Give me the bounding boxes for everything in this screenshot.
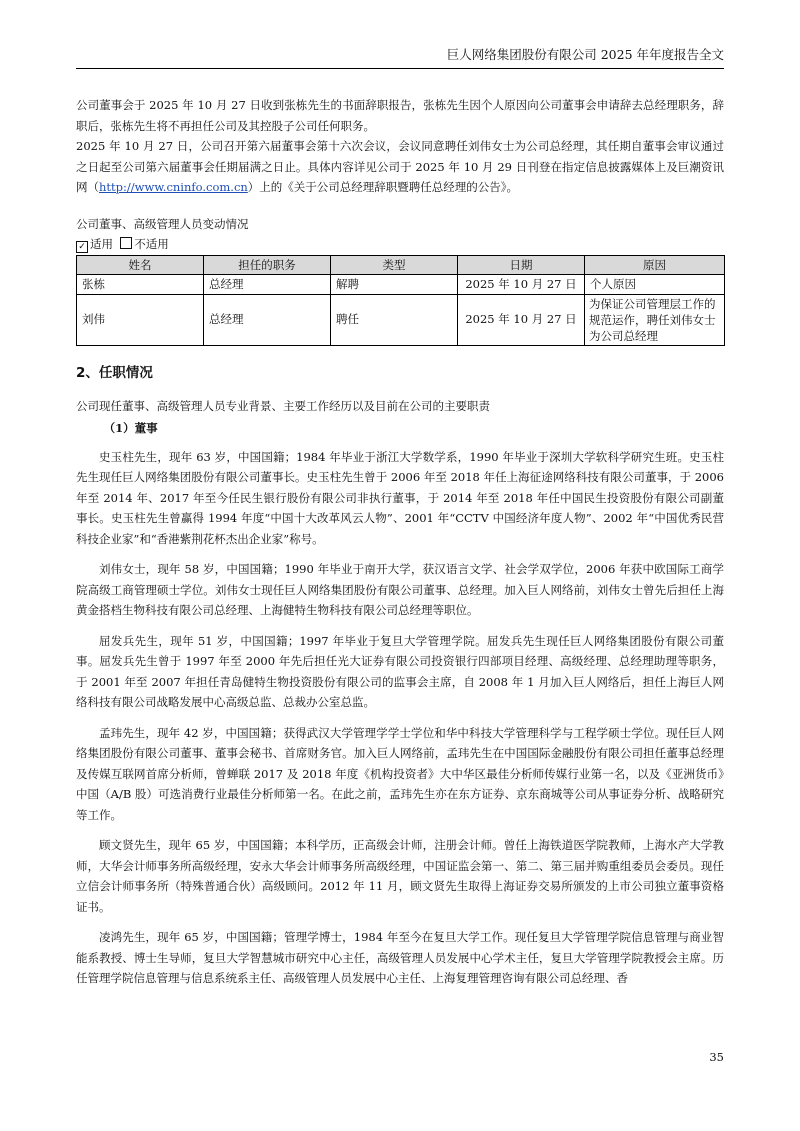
bio-paragraph: 屈发兵先生，现年 51 岁，中国国籍；1997 年毕业于复旦大学管理学院。屈发兵先生现任巨人网络集团股份有限公司董事。屈发兵先生曾于 1997 年至 2000 年先后担任光大证券有限公司投资银行四部项目经理、高级经理、总经理助理等职务，于 2001 年至 2007 年担任青岛健特生物投资股份有限公司的监事会主席，自 2008 年 1 月加入巨人网络后，担任上海巨人网络科技有限公司战略发展中心高级总监、总裁办公室总监。: [76, 633, 724, 709]
cell-type: 解聘: [331, 275, 458, 295]
cell-reason: 个人原因: [585, 275, 725, 295]
page-header: [76, 46, 724, 69]
cell-position: 总经理: [204, 275, 331, 295]
unchecked-box-icon[interactable]: [120, 237, 132, 249]
col-header-reason: 原因: [585, 255, 725, 275]
bio-paragraph: 刘伟女士，现年 58 岁，中国国籍；1990 年毕业于南开大学，获汉语言文学、社会学双学位，2006 年获中欧国际工商学院高级工商管理硕士学位。刘伟女士现任巨人网络集团股份有限公司董事、总经理。加入巨人网络前，刘伟女士曾先后担任上海黄金搭档生物科技有限公司总经理、上海健特生物科技有限公司总经理等职位。: [76, 562, 724, 617]
intro-paragraph-2: [76, 136, 724, 198]
intro-p2-text: 2025 年 10 月 27 日，公司召开第六届董事会第十六次会议，会议同意聘任刘伟女士为公司总经理，其任期自董事会审议通过之日起至公司第六届董事会任期届满之日止。具体内容详见公司于 2025 年 10 月 29 日刊登在指定信息披露媒体上及巨潮资讯网（: [76, 139, 724, 194]
cell-position: 总经理: [204, 294, 331, 345]
col-header-position: 担任的职务: [204, 255, 331, 275]
bio-paragraph: 孟玮先生，现年 42 岁，中国国籍；获得武汉大学管理学学士学位和华中科技大学管理科学与工程学硕士学位。现任巨人网络集团股份有限公司董事、董事会秘书、首席财务官。加入巨人网络前，孟玮先生在中国国际金融股份有限公司担任董事总经理及传媒互联网首席分析师，曾蝉联 2017 及 2018 年度《机构投资者》大中华区最佳分析师传媒行业第一名，以及《亚洲货币》中国（A/B 股）可选消费行业最佳分析师第一名。在此之前，孟玮先生亦在东方证券、京东商城等公司从事证券分析、战略研究等工作。: [76, 725, 724, 822]
col-header-type: 类型: [331, 255, 458, 275]
applicable-label: 适用: [90, 237, 113, 251]
not-applicable-label: 不适用: [134, 237, 169, 251]
table-row: [77, 294, 725, 345]
intro-paragraph-1: 公司董事会于 2025 年 10 月 27 日收到张栋先生的书面辞职报告，张栋先生因个人原因向公司董事会申请辞去总经理职务，辞职后，张栋先生将不再担任公司及其控股子公司任何职务。: [76, 98, 724, 133]
cell-type: 聘任: [331, 294, 458, 345]
section-intro: 公司现任董事、高级管理人员专业背景、主要工作经历以及目前在公司的主要职责: [76, 398, 490, 413]
header-title: 巨人网络集团股份有限公司 2025 年年度报告全文: [446, 47, 724, 62]
cell-reason: 为保证公司管理层工作的规范运作，聘任刘伟女士为公司总经理: [585, 294, 725, 345]
subsection-directors: （1）董事: [103, 421, 158, 435]
changes-title: 公司董事、高级管理人员变动情况: [76, 216, 249, 231]
checked-box-icon[interactable]: ✓: [76, 241, 88, 253]
intro-p2-tail: ）上的《关于公司总经理辞职暨聘任总经理的公告》。: [247, 180, 519, 194]
page-number: 35: [709, 1050, 724, 1064]
cell-name: 张栋: [77, 275, 204, 295]
cell-date: 2025 年 10 月 27 日: [458, 294, 585, 345]
cninfo-link[interactable]: http://www.cninfo.com.cn: [99, 180, 248, 194]
col-header-name: 姓名: [77, 255, 204, 275]
bio-paragraph: 凌鸿先生，现年 65 岁，中国国籍；管理学博士，1984 年至今在复旦大学工作。现任复旦大学管理学院信息管理与商业智能系教授、博士生导师，复旦大学智慧城市研究中心主任，高级管理人员发展中心学术主任，复旦大学管理学院教授会主席。历任管理学院信息管理与信息系统系主任、高级管理人员发展中心主任、上海复理管理咨询有限公司总经理、香: [76, 930, 724, 985]
table-header-row: [77, 255, 725, 275]
section-heading: 2、任职情况: [76, 364, 153, 381]
applicability-row: [76, 234, 724, 255]
bio-paragraph: 史玉柱先生，现年 63 岁，中国国籍；1984 年毕业于浙江大学数学系，1990 年毕业于深圳大学软科学研究生班。史玉柱先生现任巨人网络集团股份有限公司董事长。史玉柱先生曾于 2006 年至 2018 年任上海征途网络科技有限公司董事，于 2006 年至 2014 年、2017 年至今任民生银行股份有限公司非执行董事，于 2014 年至 2018 年任中国民生投资股份有限公司副董事长。史玉柱先生曾赢得 1994 年度“中国十大改革风云人物”、2001 年“CCTV 中国经济年度人物”、2002 年“中国优秀民营科技企业家”和“香港紫荆花杯杰出企业家”称号。: [76, 449, 724, 546]
cell-name: 刘伟: [77, 294, 204, 345]
page-content: [76, 95, 724, 989]
col-header-date: 日期: [458, 255, 585, 275]
changes-table: [76, 255, 725, 346]
cell-date: 2025 年 10 月 27 日: [458, 275, 585, 295]
table-row: [77, 275, 725, 295]
bio-paragraph: 顾文贤先生，现年 65 岁，中国国籍；本科学历，正高级会计师，注册会计师。曾任上海铁道医学院教师，上海水产大学教师，大华会计师事务所高级经理，安永大华会计师事务所高级经理，中国证监会第一、第二、第三届并购重组委员会委员。现任立信会计师事务所（特殊普通合伙）高级顾问。2012 年 11 月，顾文贤先生取得上海证券交易所颁发的上市公司独立董事资格证书。: [76, 838, 724, 914]
